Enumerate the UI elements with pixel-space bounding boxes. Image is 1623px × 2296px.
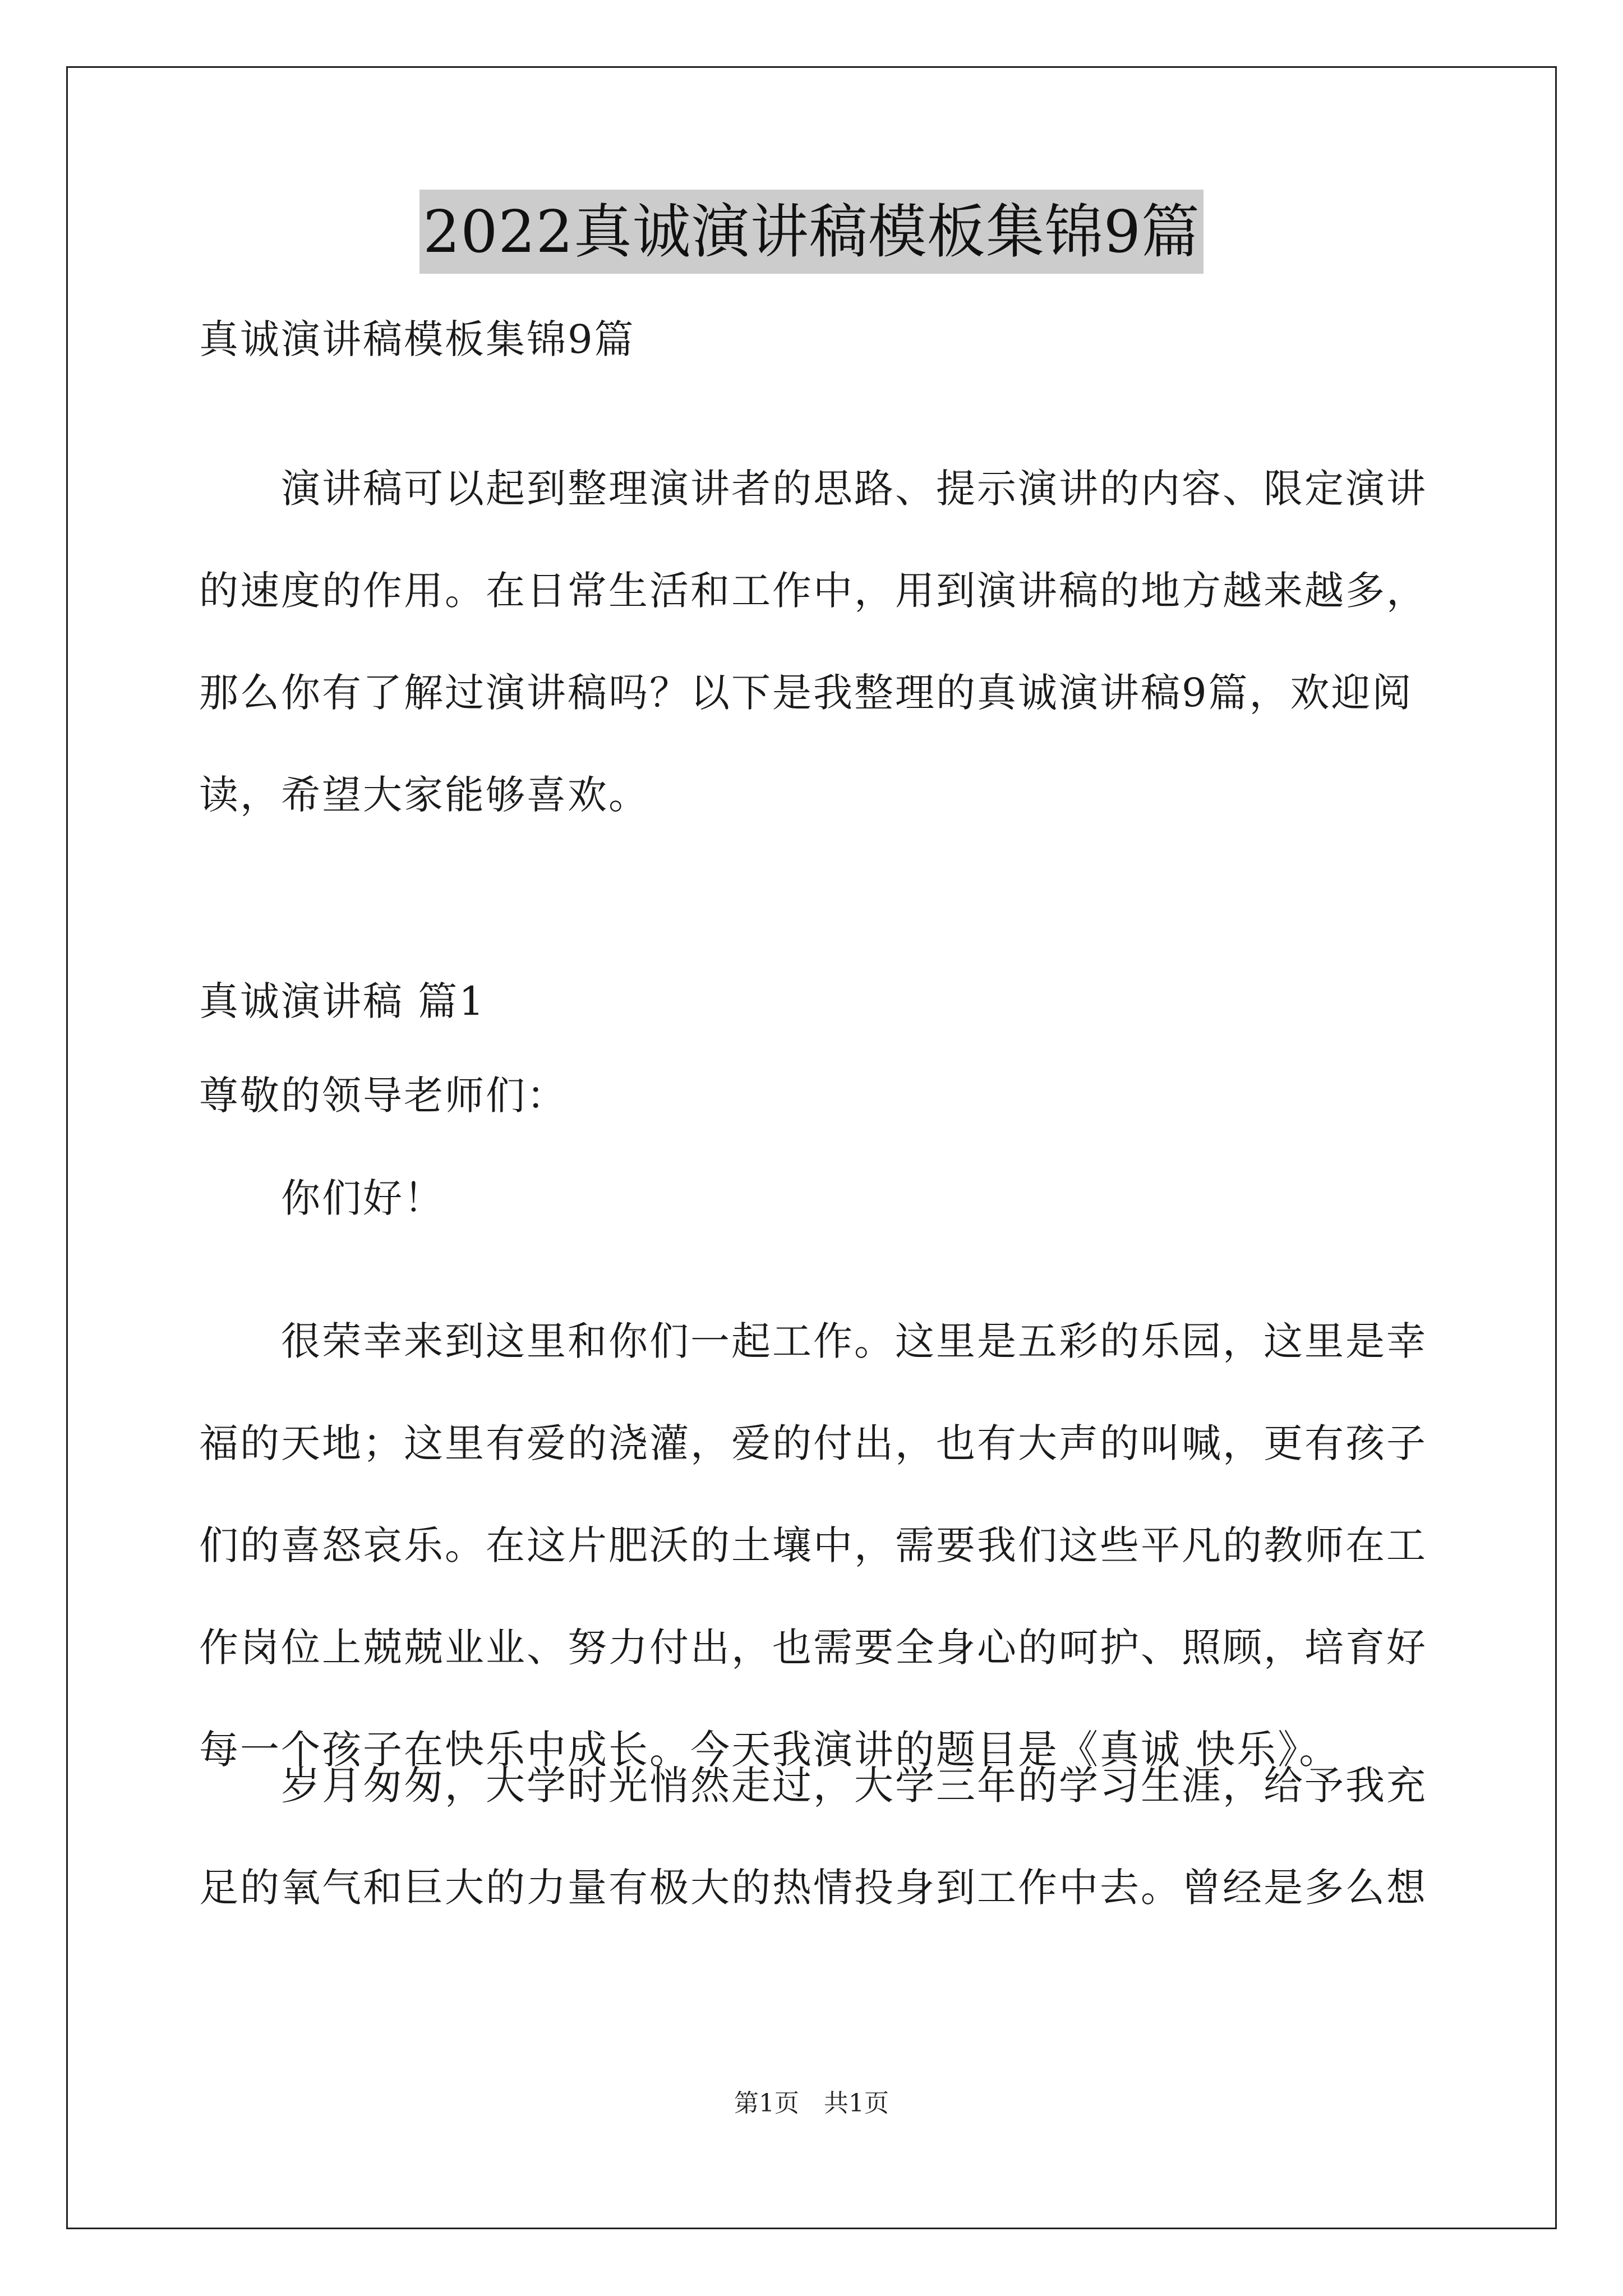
document-subtitle: 真诚演讲稿模板集锦9篇 (199, 316, 635, 362)
title-container (0, 190, 1623, 274)
intro-paragraph: 演讲稿可以起到整理演讲者的思路、提示演讲的内容、限定演讲的速度的作用。在日常生活和工作中，用到演讲稿的地方越来越多，那么你有了解过演讲稿吗？以下是我整理的真诚演讲稿9篇，欢迎阅读，希望大家能够喜欢。 (199, 466, 1427, 818)
greeting: 你们好！ (281, 1175, 445, 1221)
section-heading: 真诚演讲稿 篇1 (199, 978, 486, 1024)
salutation: 尊敬的领导老师们： (199, 1073, 568, 1119)
page-footer: 第1页 共1页 (734, 2089, 889, 2118)
body-paragraph-2: 岁月匆匆，大学时光悄然走过，大学三年的学习生涯，给予我充足的氧气和巨大的力量有极大的热情投身到工作中去。曾经是多么想 (199, 1763, 1427, 1911)
document-title: 2022真诚演讲稿模板集锦9篇 (419, 190, 1204, 274)
body-paragraph-1: 很荣幸来到这里和你们一起工作。这里是五彩的乐园，这里是幸福的天地；这里有爱的浇灌，爱的付出，也有大声的叫喊，更有孩子们的喜怒哀乐。在这片肥沃的土壤中，需要我们这些平凡的教师在工作岗位上兢兢业业、努力付出，也需要全身心的呵护、照顾，培育好每一个孩子在快乐中成长。今天我演讲的题目是《真诚 快乐》。 (199, 1318, 1427, 1773)
